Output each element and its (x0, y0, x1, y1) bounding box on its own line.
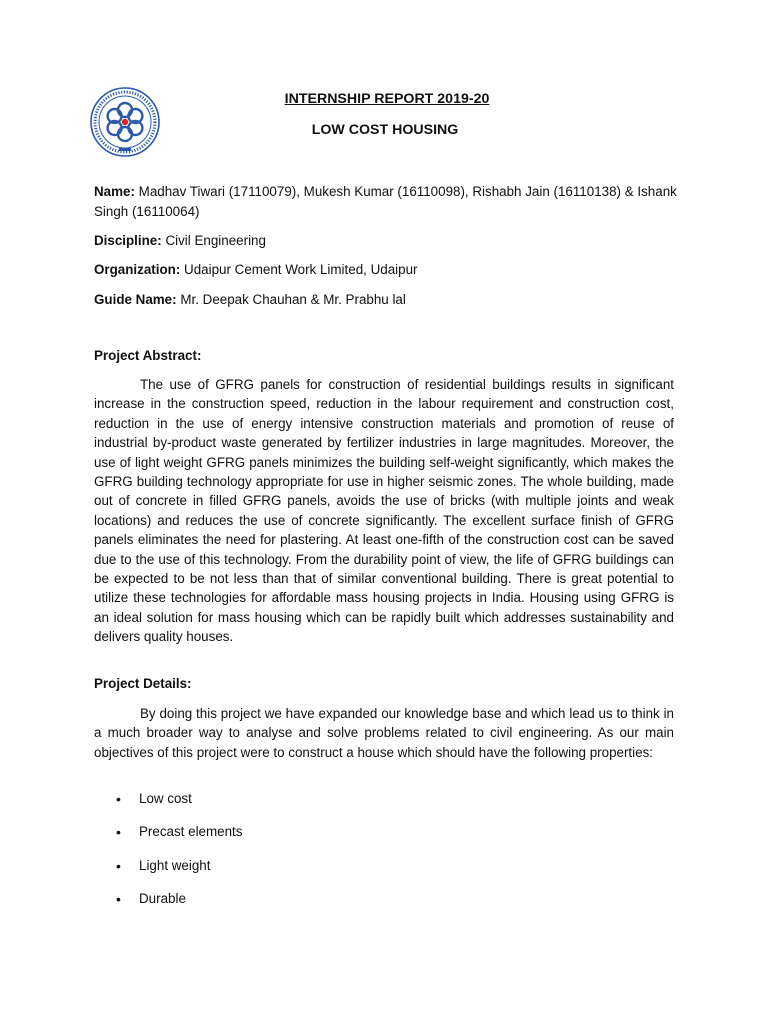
bullet-icon: • (116, 858, 121, 874)
list-item-text: Low cost (139, 791, 192, 806)
abstract-heading: Project Abstract: (94, 348, 202, 363)
organization-field (94, 260, 684, 280)
list-item-text: Precast elements (139, 824, 243, 839)
name-value: Madhav Tiwari (17110079), Mukesh Kumar (16110098), Rishabh Jain (16110138) & Ishank Singh (16110064) (94, 184, 677, 219)
abstract-paragraph (94, 375, 674, 647)
bullet-icon: • (116, 791, 121, 807)
organization-label: Organization: (94, 262, 181, 277)
discipline-field (94, 231, 684, 251)
report-title: INTERNSHIP REPORT 2019-20 (284, 91, 490, 107)
name-label: Name: (94, 184, 135, 199)
guide-value: Mr. Deepak Chauhan & Mr. Prabhu lal (180, 292, 406, 307)
bullet-icon: • (116, 824, 121, 840)
report-subtitle: LOW COST HOUSING (311, 122, 459, 138)
list-item-text: Durable (139, 891, 186, 906)
guide-field (94, 290, 684, 310)
guide-label: Guide Name: (94, 292, 177, 307)
organization-value: Udaipur Cement Work Limited, Udaipur (184, 262, 418, 277)
abstract-text: The use of GFRG panels for construction of residential buildings results in significant increase in the construction speed, reduction in the labour requirement and construction cost, reduction in the use of energy intensive construction materials and promotion of reuse of industrial by-product waste generated by fertilizer industries in large magnitudes. Moreover, the use of light weight GFRG panels minimizes the building self-weight significantly, which makes the GFRG building technology appropriate for use in higher seismic zones. The whole building, made out of concrete in filled GFRG panels, avoids the use of bricks (with multiple joints and weak locations) and reduces the use of concrete significantly. The excellent surface finish of GFRG panels eliminates the need for plastering. At least one-fifth of the construction cost can be saved due to the use of this technology. From the durability point of view, the life of GFRG buildings can be expected to be not less than that of similar conventional building. There is great potential to utilize these technologies for affordable mass housing projects in India. Housing using GFRG is an ideal solution for mass housing which can be rapidly built which addresses sustainability and delivers quality houses. (94, 377, 674, 645)
project-details-heading: Project Details: (94, 676, 192, 691)
discipline-label: Discipline: (94, 233, 162, 248)
project-details-text: By doing this project we have expanded our knowledge base and which lead us to think in a much broader way to analyse and solve problems related to civil engineering. As our main objectives of this project were to construct a house which should have the following properties: (94, 706, 674, 760)
bullet-icon: • (116, 891, 121, 907)
discipline-value: Civil Engineering (165, 233, 266, 248)
list-item-text: Light weight (139, 858, 211, 873)
name-field (94, 182, 684, 222)
project-details-paragraph (94, 704, 674, 762)
